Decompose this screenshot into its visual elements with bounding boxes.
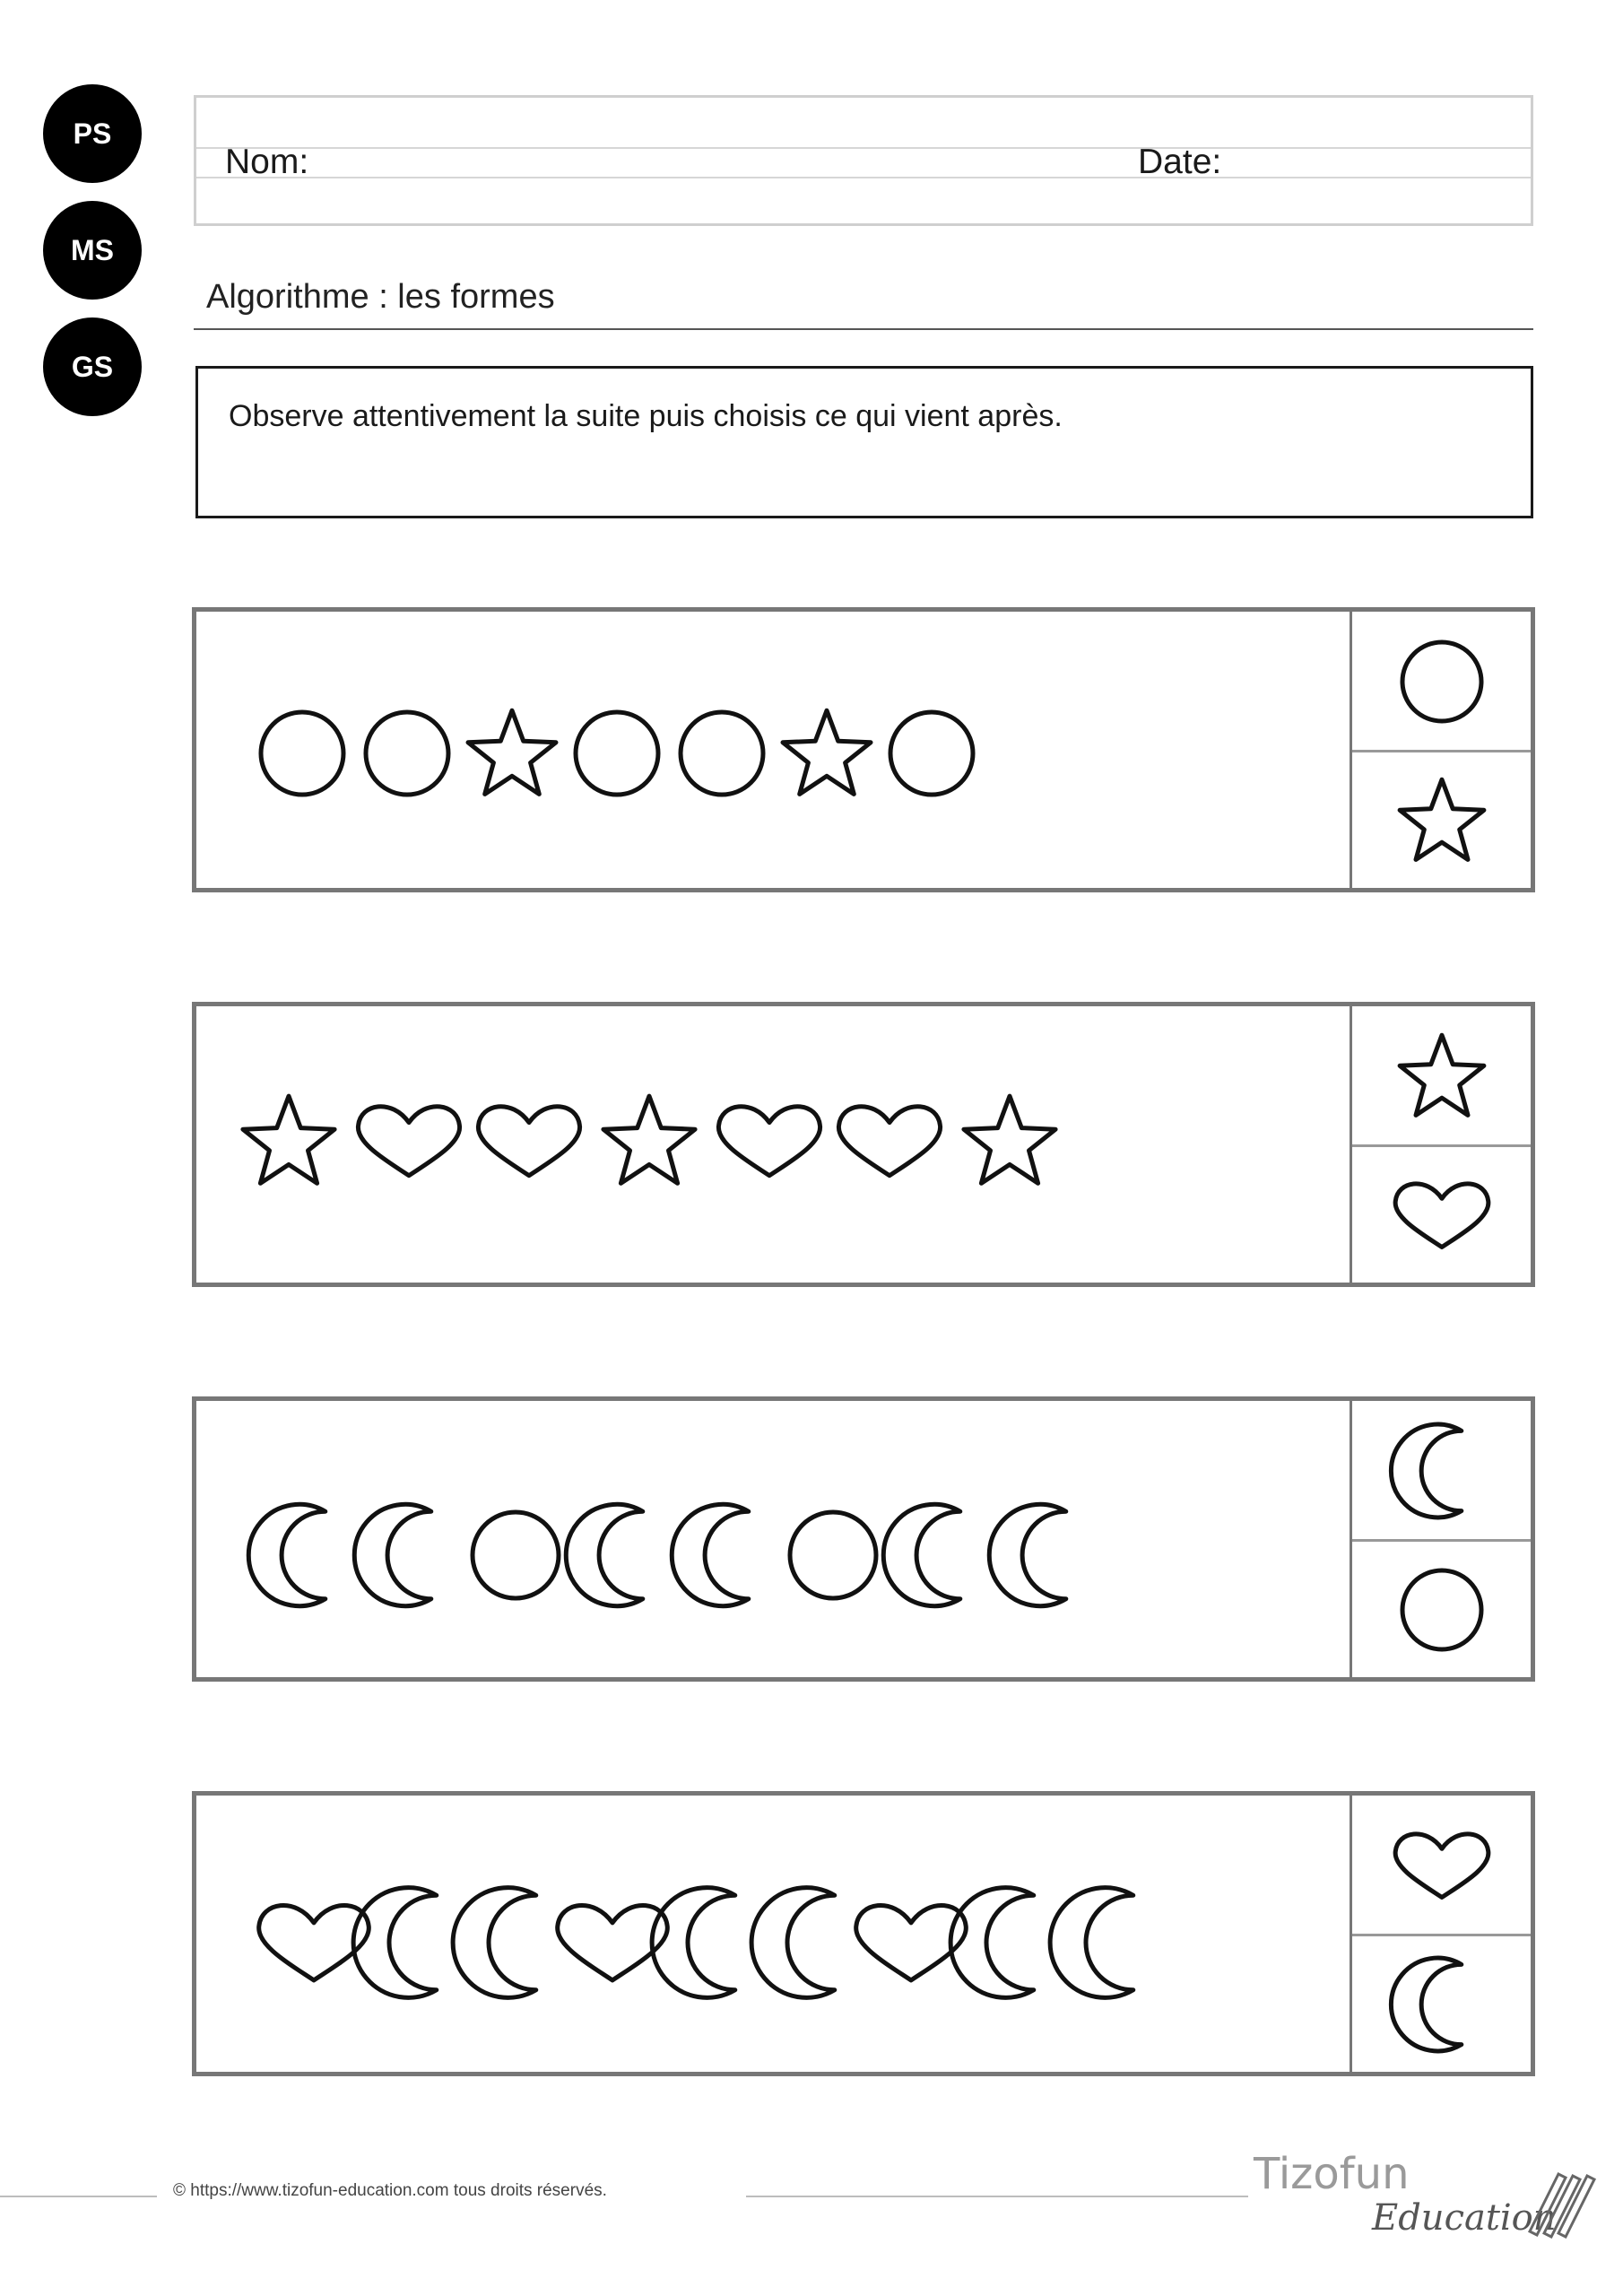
moon-icon [566,1504,643,1605]
moon-icon [453,1888,536,1998]
moon-icon [248,1504,325,1605]
level-badge-ms: MS [43,201,142,300]
answer-choice[interactable] [1352,1539,1531,1677]
moon-icon [1391,1958,1461,2051]
star-icon [1400,779,1484,859]
moon-icon [1050,1888,1133,1998]
answer-choice[interactable] [1352,1934,1531,2072]
date-label: Date: [1138,143,1222,181]
circle-icon [576,712,658,795]
footer-rule [746,2196,1248,2197]
circle-icon [261,712,343,795]
circle-icon [681,712,763,795]
header-rule [196,177,1531,178]
moon-icon [989,1504,1066,1605]
exercise-2 [192,1002,1535,1287]
heart-icon [1395,1834,1488,1898]
heart-icon [1395,1184,1488,1248]
moon-icon [672,1504,749,1605]
footer-rule [0,2196,157,2197]
level-badge-gs: GS [43,317,142,416]
moon-icon [751,1888,835,1998]
name-label: Nom: [225,143,309,181]
moon-icon [353,1888,437,1998]
exercise-1 [192,607,1535,892]
star-icon [468,710,556,794]
moon-icon [950,1888,1034,1998]
moon-icon [1391,1424,1461,1518]
circle-icon [1402,642,1481,721]
level-badge-ps: PS [43,84,142,183]
answer-choices [1350,1401,1531,1677]
title-underline [194,328,1533,330]
star-icon [1400,1035,1484,1115]
moon-icon [883,1504,960,1605]
sequence-row [196,1401,1350,1677]
answer-choices [1350,612,1531,888]
moon-icon [652,1888,735,1998]
sequence-row [196,612,1350,888]
star-icon [964,1096,1055,1183]
instruction-text: Observe attentivement la suite puis choisis ce qui vient après. [229,399,1063,433]
answer-choices [1350,1796,1531,2072]
answer-choice[interactable] [1352,1401,1531,1539]
answer-choice[interactable] [1352,1006,1531,1144]
heart-icon [358,1107,459,1176]
tizofun-logo [1254,2149,1603,2248]
circle-icon [890,712,973,795]
answer-choice[interactable] [1352,1796,1531,1934]
circle-icon [1402,1570,1481,1649]
name-date-box [194,95,1533,226]
book-icon [1523,2156,1601,2239]
sequence-row [196,1006,1350,1283]
heart-icon [478,1107,579,1176]
circle-icon [366,712,448,795]
star-icon [243,1096,334,1183]
header-rule [196,147,1531,149]
circle-icon [790,1512,876,1598]
heart-icon [838,1107,940,1176]
answer-choice[interactable] [1352,612,1531,750]
moon-icon [354,1504,431,1605]
heart-icon [718,1107,820,1176]
worksheet-title: Algorithme : les formes [206,278,555,316]
answer-choice[interactable] [1352,750,1531,888]
exercise-3 [192,1396,1535,1682]
sequence-row [196,1796,1350,2072]
star-icon [783,710,871,794]
exercise-4 [192,1791,1535,2076]
instruction-box [195,366,1533,518]
answer-choices [1350,1006,1531,1283]
logo-sub: Education [1372,2197,1557,2239]
answer-choice[interactable] [1352,1144,1531,1283]
star-icon [603,1096,695,1183]
logo-brand: Tizofun [1254,2149,1410,2199]
footer-copyright: © https://www.tizofun-education.com tous droits réservés. [173,2181,607,2200]
circle-icon [473,1512,559,1598]
